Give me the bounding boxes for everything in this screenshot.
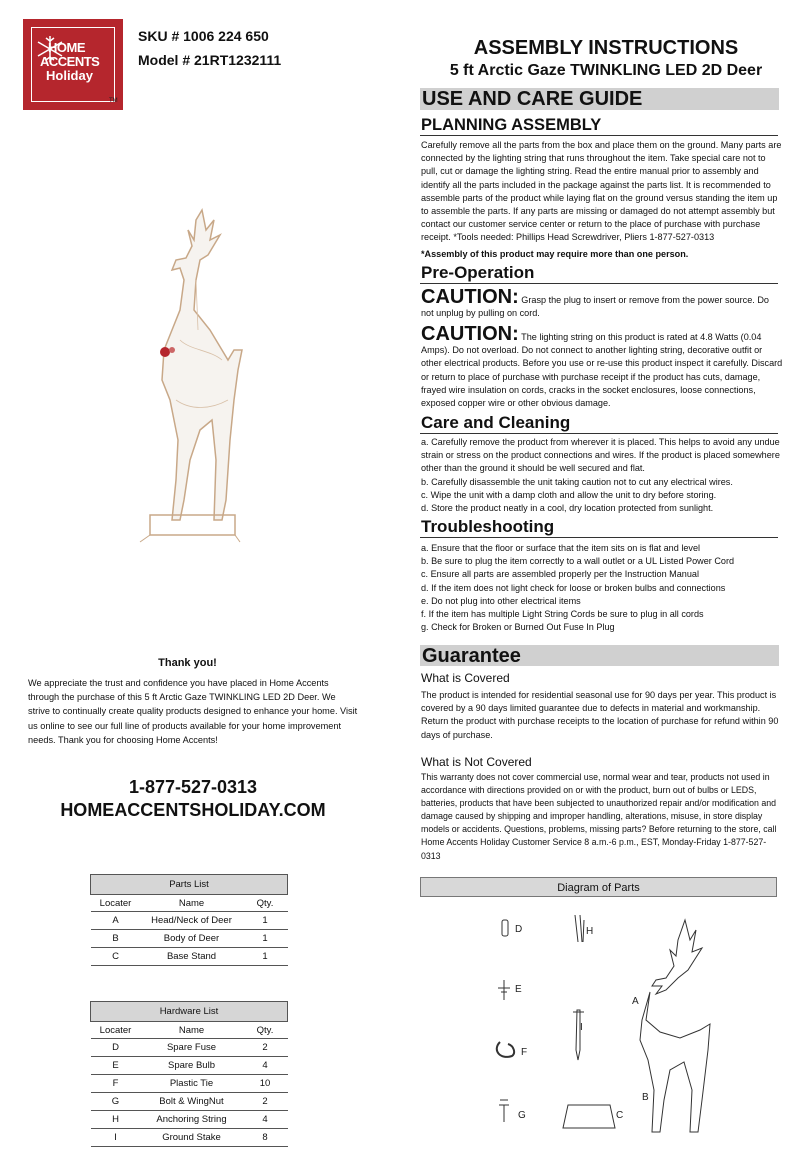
not-covered-heading: What is Not Covered (421, 755, 532, 769)
care-list (421, 436, 783, 515)
cell: 1 (243, 948, 288, 966)
cell: G (91, 1093, 141, 1111)
cell: Body of Deer (141, 930, 243, 948)
cell: 4 (243, 1057, 288, 1075)
table-row (91, 948, 288, 966)
ground-stake-icon (573, 1010, 584, 1060)
brand-logo (23, 19, 123, 110)
cell: A (91, 912, 141, 930)
document-title: ASSEMBLY INSTRUCTIONS (473, 37, 739, 59)
bow-icon (160, 347, 170, 357)
column-header: Locater (91, 1022, 141, 1039)
cell: Head/Neck of Deer (141, 912, 243, 930)
guarantee-heading: Guarantee (420, 645, 779, 666)
column-header: Qty. (243, 895, 288, 912)
hardware-list-caption: Hardware List (91, 1002, 288, 1022)
cell: Bolt & WingNut (141, 1093, 243, 1111)
caution-word: CAUTION: (421, 286, 519, 308)
sku-number: SKU # 1006 224 650 (138, 28, 269, 44)
cell: H (91, 1111, 141, 1129)
table-row (91, 1093, 288, 1111)
bolt-icon (499, 1100, 509, 1122)
cell: Spare Fuse (141, 1039, 243, 1057)
divider (420, 283, 778, 284)
plastic-tie-icon (497, 1042, 514, 1057)
list-item: e. Do not plug into other electrical items (421, 595, 581, 606)
label-d: D (515, 924, 523, 935)
caution-word: CAUTION: (421, 323, 519, 345)
cell: Anchoring String (141, 1111, 243, 1129)
cell: Ground Stake (141, 1129, 243, 1147)
website-url: HOMEACCENTSHOLIDAY.COM (60, 800, 326, 820)
covered-text: The product is intended for residential seasonal use for 90 days per year. This product is covered by a 90 days limited guarantee due to defects in material and workmanship. Return the product with purchase receipts to the location of purchase for refund within 90 days of purchase. (421, 690, 779, 740)
not-covered-text: This warranty does not cover commercial use, normal wear and tear, products not used in accordance with directions provided on or with the product, burn out of bulbs or LEDS, batteries, products that have been subjected to unauthorized repair and/or modification and damage caused by shipping and improper handling, alterations, misuse, in store display models or accidents. Questions, problems, missing parts? Before returning to the store, call Home Accents Holiday Customer Service 8 a.m.-6 p.m., EST, Monday-Friday 1-877-527-0313 (421, 772, 777, 861)
logo-line-accents: ACCENTS (40, 54, 100, 69)
list-item: b. Be sure to plug the item correctly to a wall outlet or a UL Listed Power Cord (421, 556, 735, 567)
cell: 2 (243, 1093, 288, 1111)
list-item: f. If the item has multiple Light String Cords be sure to plug in all cords (421, 609, 704, 620)
cell: 1 (243, 930, 288, 948)
parts-list-table (90, 874, 288, 966)
diagram-heading: Diagram of Parts (420, 877, 777, 897)
planning-heading: PLANNING ASSEMBLY (421, 116, 602, 134)
list-item: a. Carefully remove the product from wherever it is placed. This helps to avoid any undue strain or stress on the product connections and wires. If the product is placed somewhere other than the ground it should be well secured and flat. (421, 437, 780, 474)
table-row (91, 912, 288, 930)
cell: Plastic Tie (141, 1075, 243, 1093)
divider (420, 537, 778, 538)
trouble-list (421, 542, 783, 634)
list-item: c. Wipe the unit with a damp cloth and allow the unit to dry before storing. (421, 489, 717, 500)
divider (420, 433, 778, 434)
preop-heading: Pre-Operation (421, 263, 535, 282)
cell: B (91, 930, 141, 948)
caution-2 (421, 324, 783, 410)
label-f: F (521, 1047, 528, 1058)
column-header: Locater (91, 895, 141, 912)
label-i: I (580, 1022, 583, 1033)
phone-number: 1-877-527-0313 (128, 777, 258, 797)
thanks-heading: Thank you! (158, 657, 217, 669)
cell: 8 (243, 1129, 288, 1147)
parts-list-caption: Parts List (91, 875, 288, 895)
caution-1 (421, 287, 783, 320)
cell: 10 (243, 1075, 288, 1093)
column-header: Name (141, 895, 243, 912)
cell: 2 (243, 1039, 288, 1057)
cell: I (91, 1129, 141, 1147)
deer-illustration (110, 200, 260, 550)
document-subtitle: 5 ft Arctic Gaze TWINKLING LED 2D Deer (449, 62, 763, 79)
table-row (91, 1039, 288, 1057)
cell: D (91, 1039, 141, 1057)
cell: E (91, 1057, 141, 1075)
list-item: c. Ensure all parts are assembled properly per the Instruction Manual (421, 569, 700, 580)
covered-heading: What is Covered (421, 671, 510, 685)
fuse-icon (502, 920, 508, 936)
divider (420, 135, 778, 136)
planning-note: *Assembly of this product may require more than one person. (421, 249, 689, 259)
cell: 4 (243, 1111, 288, 1129)
logo-line-home: HOME (48, 40, 85, 55)
cell: 1 (243, 912, 288, 930)
label-e: E (515, 984, 522, 995)
deer-body-icon (640, 992, 710, 1132)
table-row (91, 1111, 288, 1129)
caution-2-text: The lighting string on this product is rated at 4.8 Watts (0.04 Amps). Do not overload. Do not connect to another lighting string, decorative outfit or other electrical products. Before you use or re-use this product inspect it carefully. Discard or return to place of purchase with purchase receipt if the product has cuts, damage, frayed wire insulation on cords, cracks in the socket enclosures, loose connections, exposed copper wire or other obvious damage. (421, 332, 783, 409)
label-c: C (616, 1110, 624, 1121)
cell: Base Stand (141, 948, 243, 966)
list-item: d. Store the product neatly in a cool, dry location protected from sunlight. (421, 503, 714, 514)
anchor-string-icon (575, 915, 584, 942)
list-item: a. Ensure that the floor or surface that the item sits on is flat and level (421, 543, 701, 553)
cell: F (91, 1075, 141, 1093)
use-care-heading: USE AND CARE GUIDE (420, 88, 779, 110)
model-number: Model # 21RT1232111 (138, 52, 282, 68)
list-item: d. If the item does not light check for loose or broken bulbs and connections (421, 582, 726, 593)
base-stand-icon (563, 1105, 615, 1128)
label-a: A (632, 996, 639, 1007)
cell: Spare Bulb (141, 1057, 243, 1075)
thanks-text: We appreciate the trust and confidence you have placed in Home Accents through the purchase of this 5 ft Arctic Gaze TWINKLING LED 2D Deer. We strive to continually create quality products designed to enhance your home. Visit us online to see our full line of products available for your home improvement needs. Thank you for choosing Home Accents! (28, 678, 358, 745)
contact-block (28, 776, 358, 822)
caution-1-text: Grasp the plug to insert or remove from the power source. Do not unplug by pulling on cord. (421, 295, 769, 319)
list-item: g. Check for Broken or Burned Out Fuse In Plug (421, 622, 615, 633)
label-b: B (642, 1092, 649, 1103)
table-row (91, 1075, 288, 1093)
bulb-icon (498, 980, 510, 1000)
column-header: Qty. (243, 1022, 288, 1039)
label-h: H (586, 926, 594, 937)
planning-text: Carefully remove all the parts from the box and place them on the ground. Many parts are connected by the lighting string that runs throughout the item. Take special care not to pull, cut or damage the lighting string. Read the entire manual prior to assembly and identify all the parts included in the package against the parts list. It is recommended to assemble parts of the product while laying flat on the ground versus standing the item up to assemble the parts. If any parts are missing or damaged do not attempt assembly but contact our customer service center or return to the place of purchase with purchase receipt. *Tools needed: Phillips Head Screwdriver, Pliers 1-877-527-0313 (421, 140, 782, 243)
table-row (91, 1057, 288, 1075)
trademark-mark: TM (109, 98, 118, 104)
deer-head-icon (652, 920, 702, 994)
hardware-list-table (90, 1001, 288, 1147)
logo-line-holiday: Holiday (46, 68, 93, 83)
care-heading: Care and Cleaning (421, 413, 571, 432)
parts-diagram (420, 900, 790, 1160)
list-item: b. Carefully disassemble the unit taking caution not to cut any electrical wires. (421, 476, 733, 487)
cell: C (91, 948, 141, 966)
label-g: G (518, 1110, 526, 1121)
column-header: Name (141, 1022, 243, 1039)
trouble-heading: Troubleshooting (421, 517, 555, 536)
table-row (91, 1129, 288, 1147)
table-row (91, 930, 288, 948)
